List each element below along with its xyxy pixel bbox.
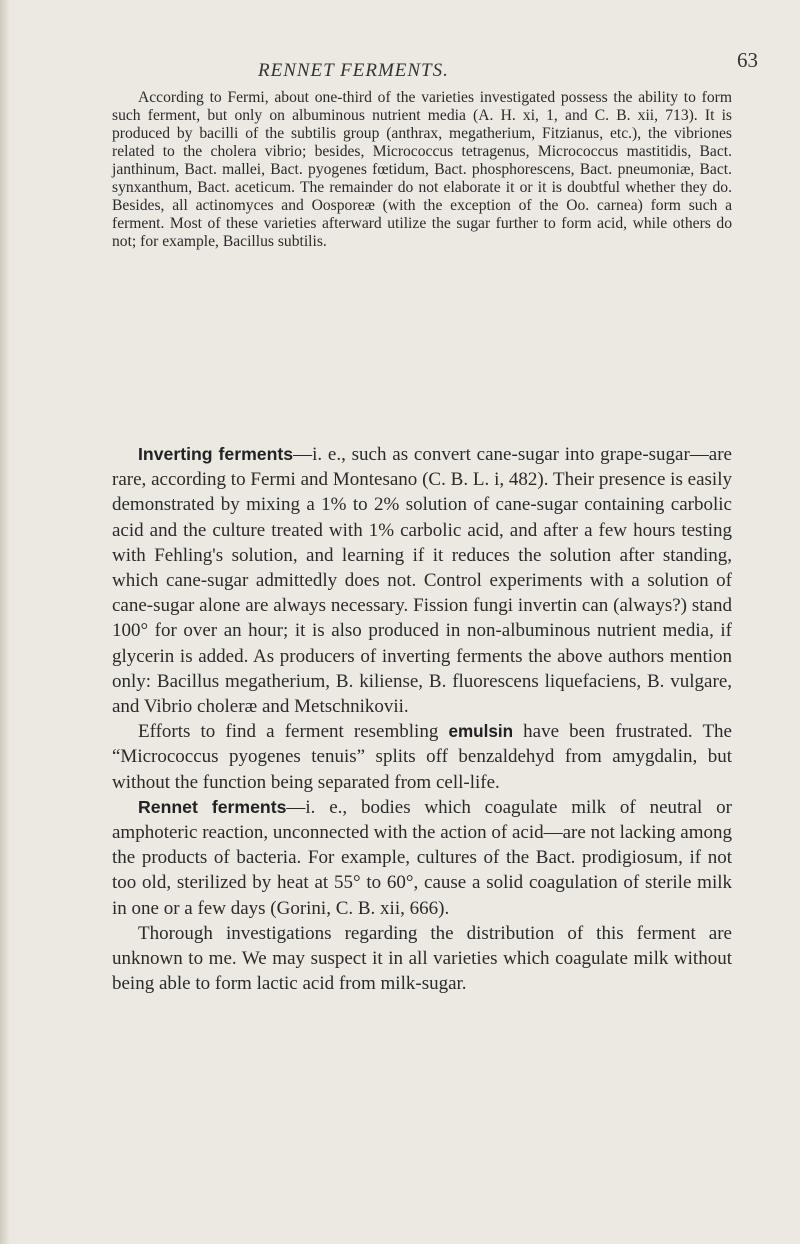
heading-inverting-ferments: Inverting ferments [138, 444, 294, 464]
page-number: 63 [737, 48, 758, 72]
running-head: RENNET FERMENTS. [258, 60, 449, 81]
inverting-ferments-text: —i. e., such as convert cane-sugar into grape-sugar—are rare, according to Fermi and Montesano (C. B. L. i, 482). Their presence is easily demonstrated by mixing a 1% to 2% solution of cane-sugar containing carbolic acid and the culture treated with 1% carbolic acid, and after a few hours testing with Fehling's solution, and learning if it reduces the solution after standing, which cane-sugar admittedly does not. Control experiments with a solution of cane-sugar alone are always necessary. Fission fungi invertin can (always?) stand 100° for over an hour; it is also produced in non-albuminous nutrient media, if glycerin is added. As producers of inverting ferments the above authors mention only: Bacillus megatherium, B. kiliense, B. fluorescens liquefaciens, B. vulgare, and Vibrio choleræ and Metschnikovii. [112, 444, 732, 718]
emulsin-text-after: have been frustrated. The “Micrococcus pyogenes tenuis” splits off benzaldehyd from amygdalin, but without the function being separated from cell-life. [112, 721, 732, 793]
paragraph-inverting-ferments [112, 442, 732, 719]
paragraph-rennet-ferments [112, 795, 732, 921]
heading-rennet-ferments: Rennet ferments [138, 796, 287, 817]
emulsin-text-before: Efforts to find a ferment resembling [138, 721, 449, 743]
rennet-ferments-text: —i. e., bodies which coagulate milk of neutral or amphoteric reaction, unconnected with the action of acid—are not lacking among the products of bacteria. For example, cultures of the Bact. prodigiosum, if not too old, sterilized by heat at 55° to 60°, cause a solid coagulation of sterile milk in one or a few days (Gorini, C. B. xii, 666). [112, 796, 732, 919]
paragraph-distribution: Thorough investigations regarding the distribution of this ferment are unknown to me. We may suspect it in all varieties which coagulate milk without being able to form lactic acid from milk-sugar. [112, 922, 732, 995]
fermi-paragraph-block [112, 89, 732, 251]
term-emulsin: emulsin [448, 722, 514, 742]
main-text-block [112, 442, 732, 996]
paragraph-emulsin [112, 719, 732, 795]
paragraph-fermi-albuminous: According to Fermi, about one-third of the varieties investigated possess the ability to form such ferment, but only on albuminous nutrient media (A. H. xi, 1, and C. B. xii, 713). It is produced by bacilli of the subtilis group (anthrax, megatherium, Fitzianus, etc.), the vibriones related to the cholera vibrio; besides, Micrococcus tetragenus, Micrococcus mastitidis, Bact. janthinum, Bact. mallei, Bact. pyogenes fœtidum, Bact. phosphorescens, Bact. pneumoniæ, Bact. synxanthum, Bact. aceticum. The remainder do not elaborate it or it is doubtful whether they do. Besides, all actinomyces and Oosporeæ (with the exception of the Oo. carnea) form such a ferment. Most of these varieties afterward utilize the sugar further to form acid, while others do not; for example, Bacillus subtilis. [112, 89, 732, 250]
page-edge-shadow [0, 0, 10, 1244]
